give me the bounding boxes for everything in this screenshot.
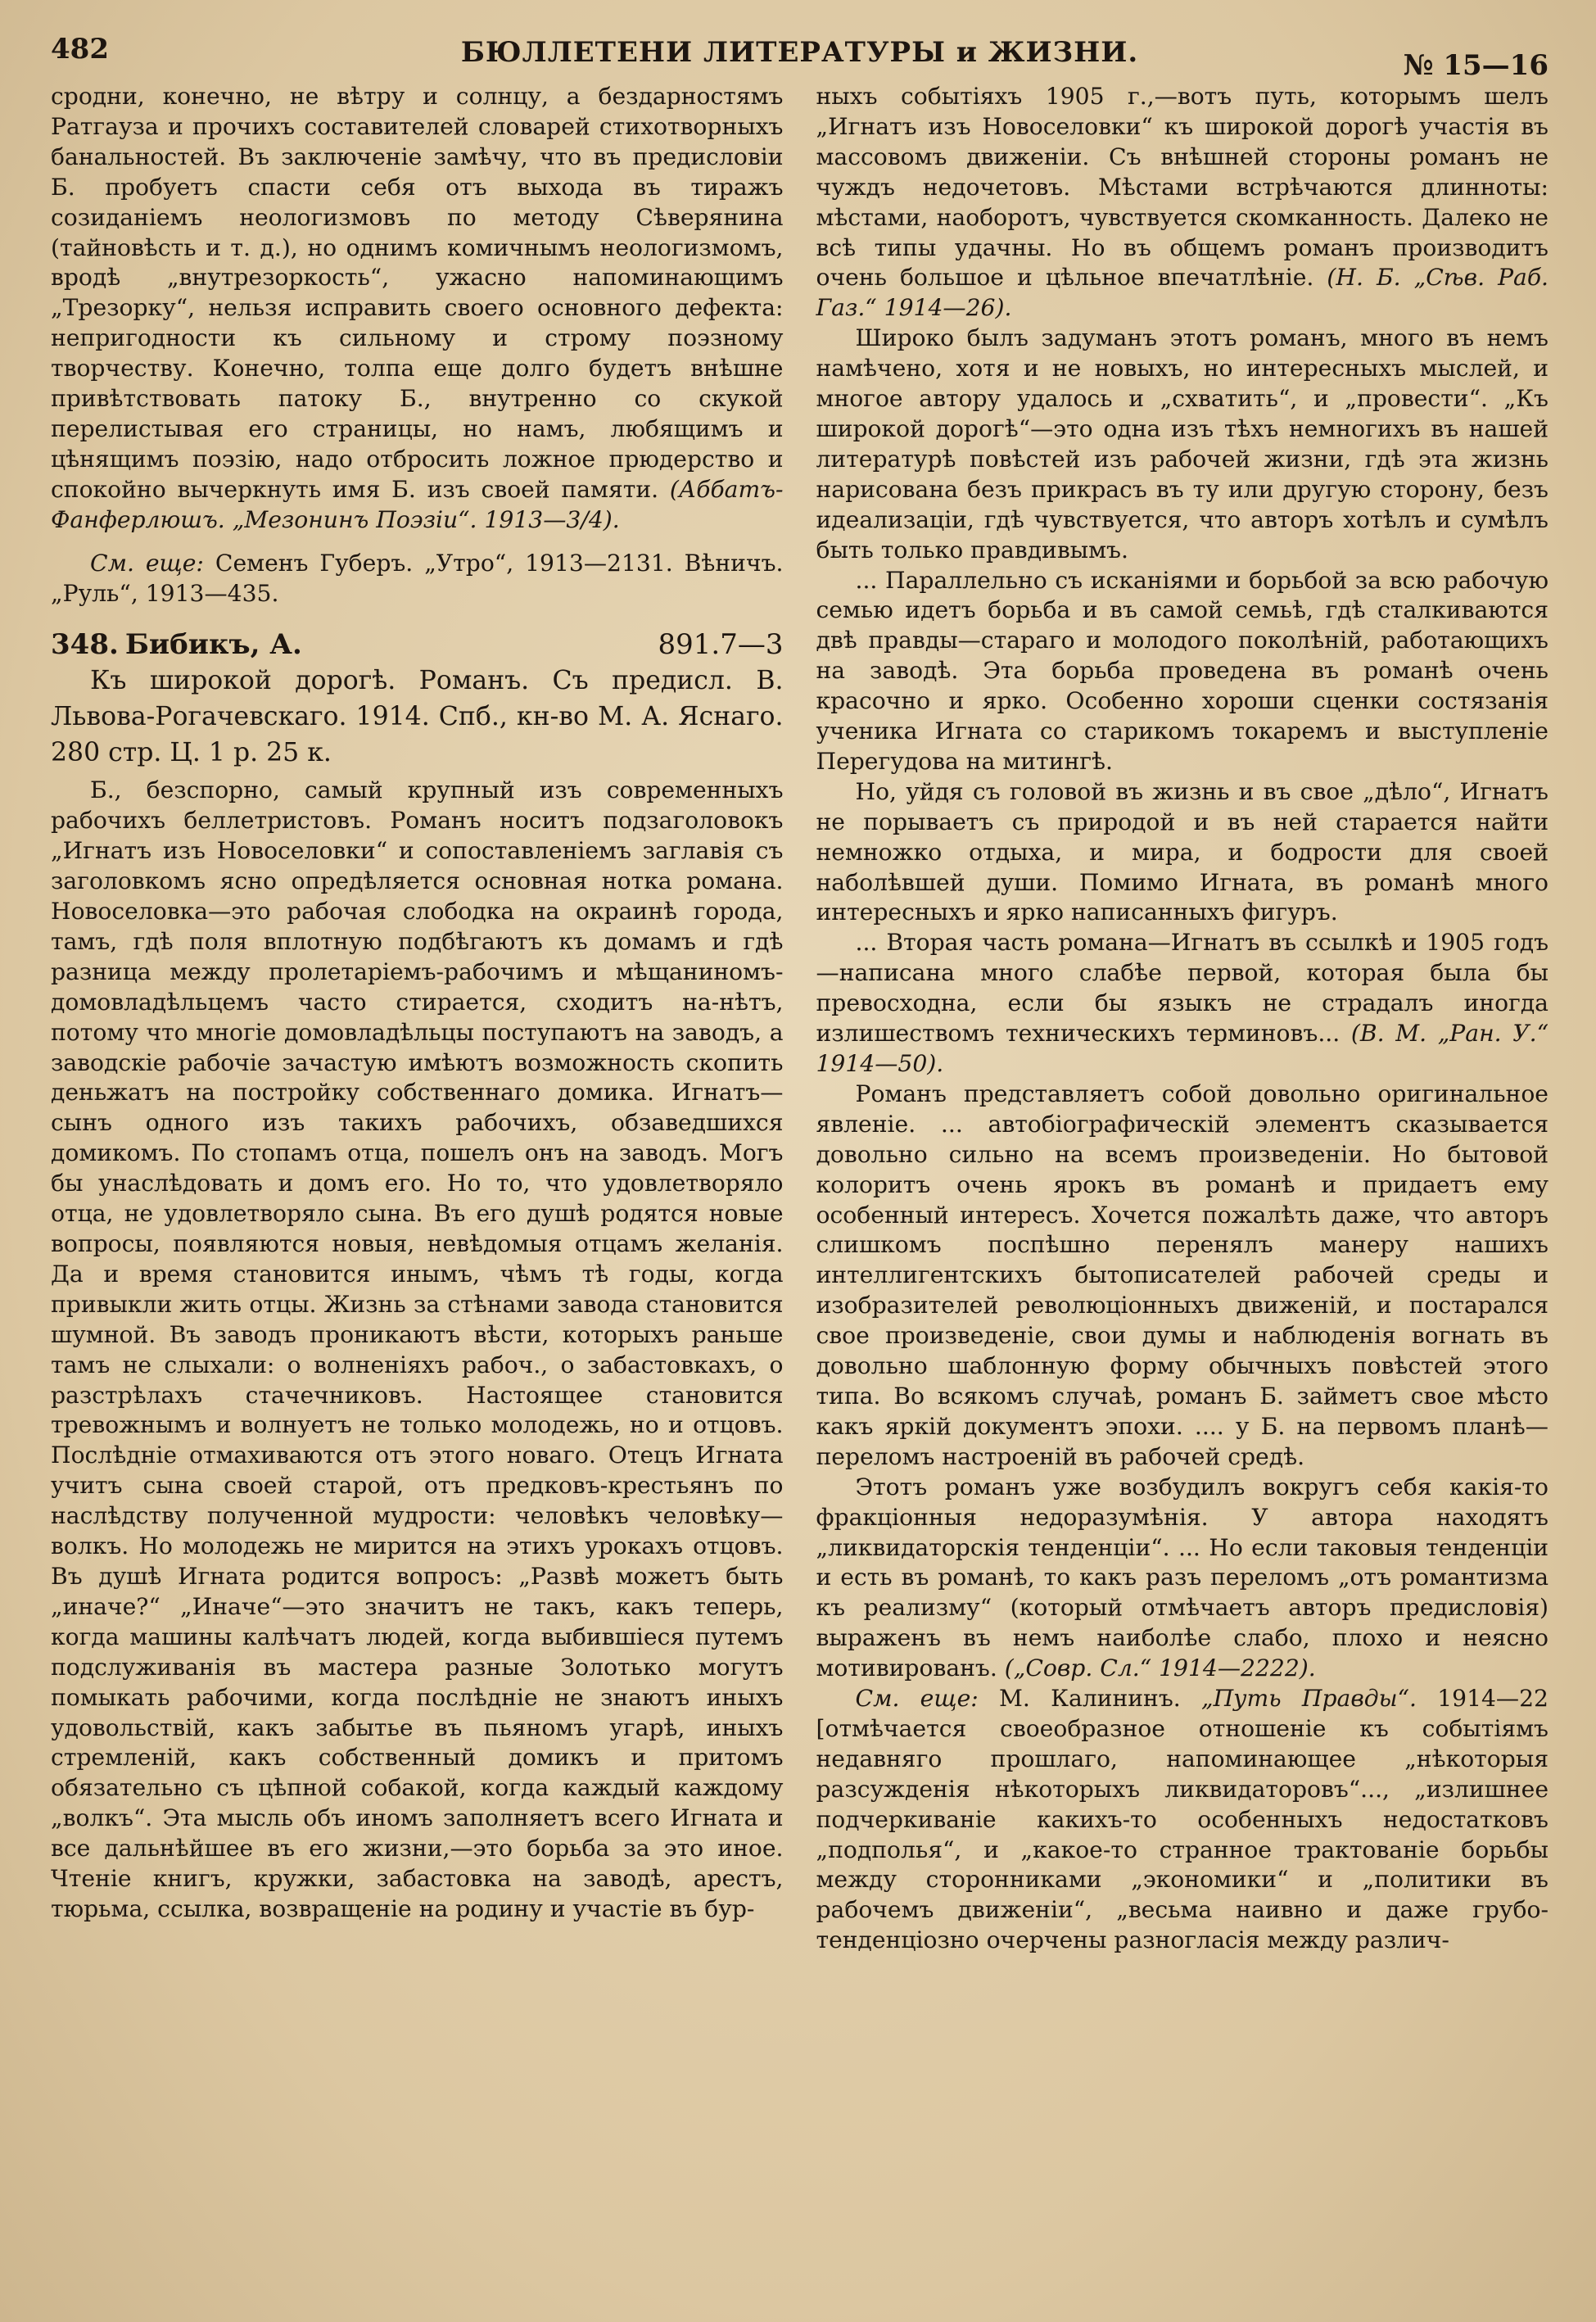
review-paragraph: Романъ представляетъ собой довольно оригинальное явленіе. ... автобіографическій элементъ сказывается довольно сильно на всемъ произведеніи. Но бытовой колоритъ очень ярокъ въ романѣ и придаетъ ему особенный интересъ. Хочется пожалѣть даже, что авторъ слишкомъ поспѣшно перенялъ манеру нашихъ интеллигентскихъ бытописателей рабочей среды и изобразителей революціонныхъ движеній, и постарался свое произведеніе, свои думы и наблюденія вогнать въ довольно шаблонную форму обычныхъ повѣстей этого типа. Во всякомъ случаѣ, романъ Б. займетъ свое мѣсто какъ яркій документъ эпохи. .... у Б. на первомъ планѣ—переломъ настроеній въ рабочей средѣ.	[816, 1080, 1549, 1470]
review-paragraph	[816, 928, 1549, 1080]
left-column	[51, 82, 784, 1956]
see-also-paragraph	[816, 1684, 1549, 1956]
see-also-label: См. еще:	[90, 549, 204, 577]
right-column	[816, 82, 1549, 1956]
review-text: сродни, конечно, не вѣтру и солнцу, а бездарностямъ Ратгауза и прочихъ составителей словарей стихотворныхъ банальностей. Въ заключеніе замѣчу, что въ предисловіи Б. пробуетъ спасти себя отъ выхода въ тиражъ созиданіемъ неологизмовъ по методу Сѣверянина (тайновѣсть и т. д.), но однимъ комичнымъ неологизмомъ, вродѣ „внутрезоркость“, ужасно напоминающимъ „Трезорку“, нельзя исправить своего основного дефекта: непригодности къ сильному и строму поэзному творчеству. Конечно, толпа еще долго будетъ внѣшне привѣтствовать патоку Б., внутренно со скукой перелистывая его страницы, но намъ, любящимъ и цѣнящимъ поэзію, надо отбросить ложное прюдерство и спокойно вычеркнуть имя Б. изъ своей памяти.	[51, 83, 784, 503]
see-also-text: Семенъ Губеръ. „Утро“, 1913—2131. Вѣничъ. „Руль“, 1913—435.	[51, 549, 784, 607]
source-citation: (Аббатъ-Фанферлюшъ. „Мезонинъ Поэзіи“. 1913—3/4).	[51, 475, 784, 533]
source-citation: (Н. Б. „Сѣв. Раб. Газ.“ 1914—26).	[816, 264, 1549, 322]
review-paragraph: Но, уйдя съ головой въ жизнь и въ свое „дѣло“, Игнатъ не порываетъ съ природой и въ ней старается найти немножко отдыха, и мира, и бодрости для своей наболѣвшей души. Помимо Игната, въ романѣ много интересныхъ и ярко написанныхъ фигуръ.	[816, 777, 1549, 926]
review-text: ... Вторая часть романа—Игнатъ въ ссылкѣ и 1905 годъ—написана много слабѣе первой, которая была бы превосходна, если бы языкъ не страдалъ иногда излишествомъ техническихъ терминовъ...	[816, 929, 1549, 1048]
entry-author: Бибикъ, А.	[124, 628, 302, 662]
review-paragraph: Б., безспорно, самый крупный изъ современныхъ рабочихъ беллетристовъ. Романъ носитъ подзаголовокъ „Игнатъ изъ Новоселовки“ и сопоставленіемъ заглавія съ заголовкомъ ясно опредѣляется основная нотка романа. Новоселовка—это рабочая слободка на окраинѣ города, тамъ, гдѣ поля вплотную подбѣгаютъ къ домамъ и гдѣ разница между пролетаріемъ-рабочимъ и мѣщаниномъ-домовладѣльцемъ часто стирается, сходитъ на-нѣтъ, потому что многіе домовладѣльцы поступаютъ на заводъ, а заводскіе рабочіе зачастую имѣютъ возможность скопить деньжатъ на постройку собственнаго домика. Игнатъ—сынъ одного изъ такихъ рабочихъ, обзаведшихся домикомъ. По стопамъ отца, пошелъ онъ на заводъ. Могъ бы унаслѣдовать и домъ его. Но то, что удовлетворяло отца, не удовлетворяло сына. Въ его душѣ родятся новые вопросы, появляются новыя, невѣдомыя отцамъ желанія. Да и время становится инымъ, чѣмъ тѣ годы, когда привыкли жить отцы. Жизнь за стѣнами завода становится шумной. Въ заводъ проникаютъ вѣсти, которыхъ раньше тамъ не слыхали: о волненіяхъ рабоч., о забастовкахъ, о разстрѣлахъ стачечниковъ. Настоящее становится тревожнымъ и волнуетъ не только молодежь, но и отцовъ. Послѣдніе отмахиваются отъ этого новаго. Отецъ Игната учитъ сына своей старой, отъ предковъ-крестьянъ по наслѣдству полученной мудрости: человѣкъ человѣку—волкъ. Но молодежь не мирится на этихъ урокахъ отцовъ. Въ душѣ Игната родится вопросъ: „Развѣ можетъ быть „иначе?“ „Иначе“—это значитъ не такъ, какъ теперь, когда машины калѣчатъ людей, когда выбившіеся путемъ подслуживанія въ мастера разные Золотько могутъ помыкать рабочими, когда послѣдніе не знаютъ иныхъ удовольствій, какъ забытье въ пьяномъ угарѣ, иныхъ стремленій, какъ собственный домикъ и притомъ обязательно съ цѣпной собакой, когда каждый каждому „волкъ“. Эта мысль объ иномъ заполняетъ всего Игната и все дальнѣйшее въ его жизни,—это борьба за это иное. Чтеніе книгъ, кружки, забастовка на заводѣ, арестъ, тюрьма, ссылка, возвращеніе на родину и участіе въ бур-	[51, 776, 784, 1922]
source-citation: („Совр. Сл.“ 1914—2222).	[1004, 1654, 1316, 1682]
text-columns	[51, 82, 1549, 1956]
review-text: ныхъ событіяхъ 1905 г.,—вотъ путь, которымъ шелъ „Игнатъ изъ Новоселовки“ къ широкой дорогѣ участія въ массовомъ движеніи. Съ внѣшней стороны романъ не чуждъ недочетовъ. Мѣстами встрѣчаются длинноты: мѣстами, наоборотъ, чувствуется скомканность. Далеко не всѣ типы удачны. Но въ общемъ романъ производитъ очень большое и цѣльное впечатлѣніе.	[816, 83, 1549, 292]
review-paragraph	[816, 82, 1549, 324]
review-text: Этотъ романъ уже возбудилъ вокругъ себя какія-то фракціонныя недоразумѣнія. У автора находятъ „ликвидаторскія тенденціи“. ... Но если таковыя тенденціи и есть въ романѣ, то какъ разъ переломъ „отъ романтизма къ реализму“ (который отмѣчаетъ авторъ предисловія) выраженъ въ немъ наиболѣе слабо, плохо и неясно мотивированъ.	[816, 1473, 1549, 1682]
see-also-author: М. Калининъ.	[978, 1685, 1201, 1713]
review-paragraph: Широко былъ задуманъ этотъ романъ, много въ немъ намѣчено, хотя и не новыхъ, но интересныхъ мыслей, и многое автору удалось и „схватить“, и „провести“. „Къ широкой дорогѣ“—это одна изъ тѣхъ немногихъ въ нашей литературѣ повѣстей изъ рабочей жизни, гдѣ эта жизнь нарисована безъ прикрасъ въ ту или другую сторону, безъ идеализаціи, гдѣ чувствуется, что авторъ хотѣлъ и сумѣлъ быть только правдивымъ.	[816, 324, 1549, 564]
continued-review-paragraph	[51, 82, 784, 536]
journal-title: БЮЛЛЕТЕНИ ЛИТЕРАТУРЫ и ЖИЗНИ.	[460, 36, 1139, 69]
page-header	[51, 28, 1549, 82]
see-also-text: 1914—22 [отмѣчается своеобразное отношеніе къ событіямъ недавняго прошлаго, напоминающее „нѣкоторыя разсужденія нѣкоторыхъ ликвидаторовъ“..., „излишнее подчеркиваніе какихъ-то особенныхъ недостатковъ „подполья“, и „какое-то странное трактованіе борьбы между сторонниками „экономики“ и „политики въ рабочемъ движеніи“, „весьма наивно и даже грубо-тенденціозно очерчены разногласія между различ-	[816, 1685, 1549, 1954]
issue-number: № 15—16	[1403, 49, 1549, 82]
entry-number: 348.	[51, 628, 119, 662]
see-also-source: „Путь Правды“.	[1201, 1685, 1417, 1713]
entry-heading	[51, 627, 784, 663]
classification-code: 891.7—3	[658, 628, 784, 662]
page-number: 482	[51, 33, 109, 66]
source-citation: (В. М. „Ран. У.“ 1914—50).	[816, 1020, 1549, 1077]
review-paragraph	[816, 1473, 1549, 1684]
see-also-label: См. еще:	[855, 1685, 979, 1713]
review-paragraph: ... Параллельно съ исканіями и борьбой за всю рабочую семью идетъ борьба и въ самой семьѣ, гдѣ сталкиваются двѣ правды—стараго и молодого поколѣній, работающихъ на заводѣ. Эта борьба проведена въ романѣ очень красочно и ярко. Особенно хороши сценки состязанія ученика Игната со старикомъ токаремъ и выступленіе Перегудова на митингѣ.	[816, 566, 1549, 775]
bibliographic-description: Къ широкой дорогѣ. Романъ. Съ предисл. В. Львова-Рогачевскаго. 1914. Спб., кн-во М. А. Яснаго. 280 стр. Ц. 1 р. 25 к.	[51, 666, 784, 768]
see-also-paragraph	[51, 549, 784, 609]
